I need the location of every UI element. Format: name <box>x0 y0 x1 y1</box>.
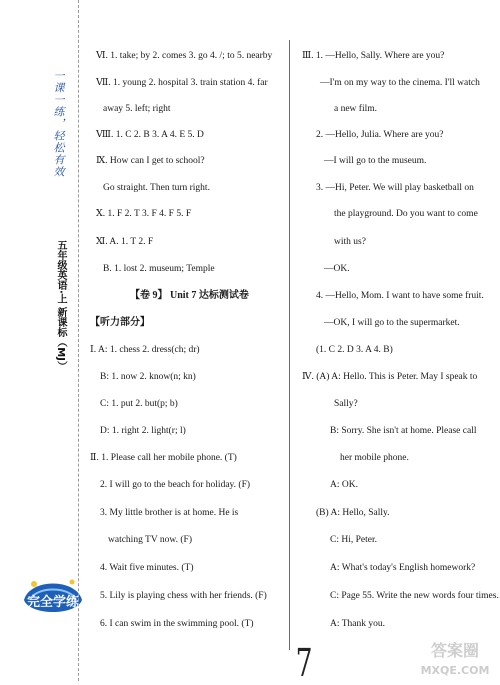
answer-line: B: Sorry. She isn't at home. Please call <box>330 426 477 436</box>
answer-line: Ⅶ. 1. young 2. hospital 3. train station 4. far <box>96 78 268 88</box>
answer-line: C: 1. put 2. but(p; b) <box>100 399 178 409</box>
answer-line: C: Hi, Peter. <box>330 535 377 545</box>
answer-line: the playground. Do you want to come <box>334 209 478 219</box>
answer-line: (B) A: Hello, Sally. <box>316 508 390 518</box>
answer-line: Ⅹ. 1. F 2. T 3. F 4. F 5. F <box>96 209 192 219</box>
answer-line: Ⅲ. 1. —Hello, Sally. Where are you? <box>302 51 445 61</box>
answer-line: —I will go to the museum. <box>324 156 427 166</box>
watermark-text: 答案圈 <box>430 641 480 660</box>
watermark-url: MXQE.COM <box>420 664 490 677</box>
answer-line: Go straight. Then turn right. <box>103 183 210 193</box>
answer-line: a new film. <box>334 104 378 114</box>
answer-line: 4. —Hello, Mom. I want to have some fruit. <box>316 291 484 301</box>
brand-logo <box>20 570 86 620</box>
answer-line: —OK, I will go to the supermarket. <box>324 318 460 328</box>
answer-line: 6. I can swim in the swimming pool. (T) <box>100 619 254 629</box>
answer-line: A: Thank you. <box>330 619 385 629</box>
grade-label: 五年级英语·上 新课标（MJ） <box>55 240 66 371</box>
answer-line: D: 1. right 2. light(r; l) <box>100 426 186 436</box>
answer-line: B. 1. lost 2. museum; Temple <box>103 264 215 274</box>
logo-text: 完全学练 <box>26 595 80 610</box>
answer-line: away 5. left; right <box>103 104 171 114</box>
answer-line: Ⅵ. 1. take; by 2. comes 3. go 4. /; to 5. nearby <box>96 51 273 61</box>
answer-line: Ⅱ. 1. Please call her mobile phone. (T) <box>90 453 237 463</box>
answer-line: her mobile phone. <box>340 453 409 463</box>
answer-line: 2. —Hello, Julia. Where are you? <box>316 130 444 140</box>
answer-line: 3. —Hi, Peter. We will play basketball on <box>316 183 474 193</box>
column-divider <box>289 40 290 650</box>
answer-line: A: OK. <box>330 480 358 490</box>
answer-line: B: 1. now 2. know(n; kn) <box>100 372 196 382</box>
answer-line: Ⅳ. (A) A: Hello. This is Peter. May I speak to <box>302 372 478 382</box>
answer-line: 4. Wait five minutes. (T) <box>100 563 194 573</box>
answer-line: watching TV now. (F) <box>108 535 192 545</box>
slogan: 一课一练，轻松有效 <box>52 70 65 178</box>
section-heading: 【听力部分】 <box>90 317 150 328</box>
side-banner <box>0 0 78 681</box>
page-number: 7 <box>295 641 313 685</box>
answer-line: Ⅸ. How can I get to school? <box>96 156 205 166</box>
answer-line: 2. I will go to the beach for holiday. (F) <box>100 480 251 490</box>
watermark-logo <box>410 636 500 681</box>
answer-line: —I'm on my way to the cinema. I'll watch <box>320 78 480 88</box>
answer-line: Ⅷ. 1. C 2. B 3. A 4. E 5. D <box>96 130 204 140</box>
answer-line: 5. Lily is playing chess with her friends. (F) <box>100 591 267 601</box>
answer-line: (1. C 2. D 3. A 4. B) <box>316 345 393 355</box>
answer-line: A: What's today's English homework? <box>330 563 476 573</box>
answer-line: Ⅺ. A. 1. T 2. F <box>96 237 154 247</box>
answer-line: C: Page 55. Write the new words four times. <box>330 591 499 601</box>
answer-line: 3. My little brother is at home. He is <box>100 508 239 518</box>
cut-line <box>78 0 79 681</box>
answer-line: —OK. <box>324 264 350 274</box>
answer-line: with us? <box>334 237 366 247</box>
answer-line: Sally? <box>334 399 358 409</box>
unit-title: 【卷 9】 Unit 7 达标测试卷 <box>130 290 249 301</box>
answer-line: Ⅰ. A: 1. chess 2. dress(ch; dr) <box>90 345 200 355</box>
